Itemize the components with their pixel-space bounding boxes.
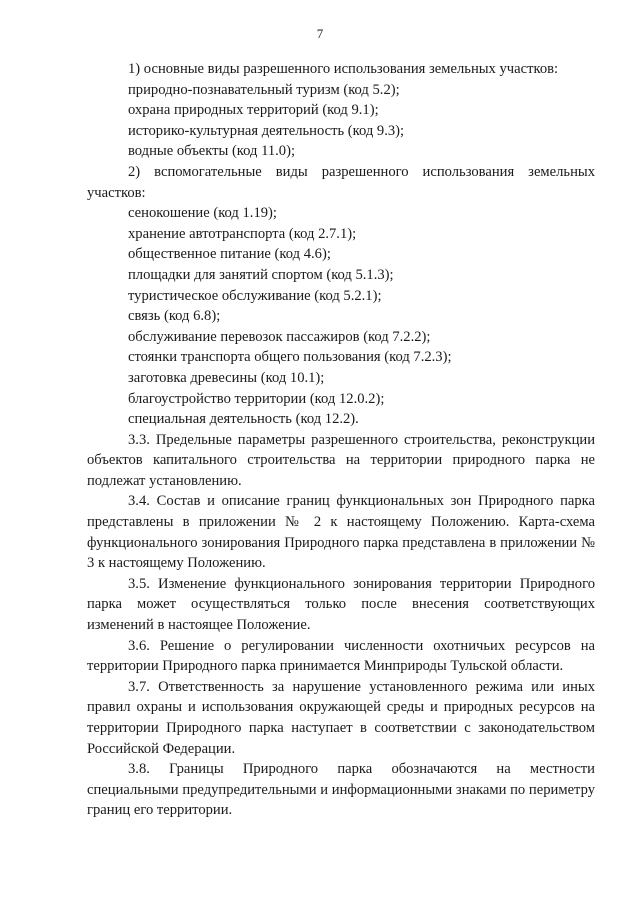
list-item: специальная деятельность (код 12.2). xyxy=(128,411,359,428)
list-item: обслуживание перевозок пассажиров (код 7.2.2); xyxy=(128,328,431,345)
list-item: природно-познавательный туризм (код 5.2); xyxy=(128,81,400,98)
list-item: историко-культурная деятельность (код 9.3); xyxy=(128,122,405,139)
list-item: водные объекты (код 11.0); xyxy=(128,143,296,160)
list-item: связь (код 6.8); xyxy=(128,308,221,325)
paragraph-3-7: 3.7. Ответственность за нарушение установленного режима или иных правил охраны и использования окружающей среды и природных ресурсов на территории Природного парка наступает в соответствии с законодательством Российской Федерации. xyxy=(87,678,595,757)
paragraph-3-8: 3.8. Границы Природного парка обозначаются на местности специальными предупредительными и информационными знаками по периметру границ его территории. xyxy=(87,761,595,819)
auxiliary-uses-heading: 2) вспомогательные виды разрешенного использования земельных участков: xyxy=(87,163,595,201)
paragraph-3-4: 3.4. Состав и описание границ функциональных зон Природного парка представлены в приложении № 2 к настоящему Положению. Карта-схема функционального зонирования Природного парка представлена в приложении № 3 к настоящему Положению. xyxy=(87,493,595,572)
list-item: общественное питание (код 4.6); xyxy=(128,246,331,263)
list-item: площадки для занятий спортом (код 5.1.3); xyxy=(128,266,394,283)
list-item: охрана природных территорий (код 9.1); xyxy=(128,102,379,119)
list-item: сенокошение (код 1.19); xyxy=(128,205,277,222)
list-item: стоянки транспорта общего пользования (код 7.2.3); xyxy=(128,349,452,366)
document-body xyxy=(87,59,595,821)
list-item: заготовка древесины (код 10.1); xyxy=(128,369,325,386)
paragraph-3-6: 3.6. Решение о регулировании численности охотничьих ресурсов на территории Природного парка принимается Минприроды Тульской области. xyxy=(87,637,595,675)
page-number: 7 xyxy=(316,26,324,41)
list-item: хранение автотранспорта (код 2.7.1); xyxy=(128,225,357,242)
paragraph-3-3: 3.3. Предельные параметры разрешенного строительства, реконструкции объектов капитального строительства на территории природного парка не подлежат установлению. xyxy=(87,431,595,489)
main-uses-heading: 1) основные виды разрешенного использования земельных участков: xyxy=(128,61,559,77)
list-item: благоустройство территории (код 12.0.2); xyxy=(128,390,385,407)
paragraph-3-5: 3.5. Изменение функционального зонирования территории Природного парка может осуществляться только после внесения соответствующих изменений в настоящее Положение. xyxy=(87,575,595,634)
list-item: туристическое обслуживание (код 5.2.1); xyxy=(128,287,382,304)
